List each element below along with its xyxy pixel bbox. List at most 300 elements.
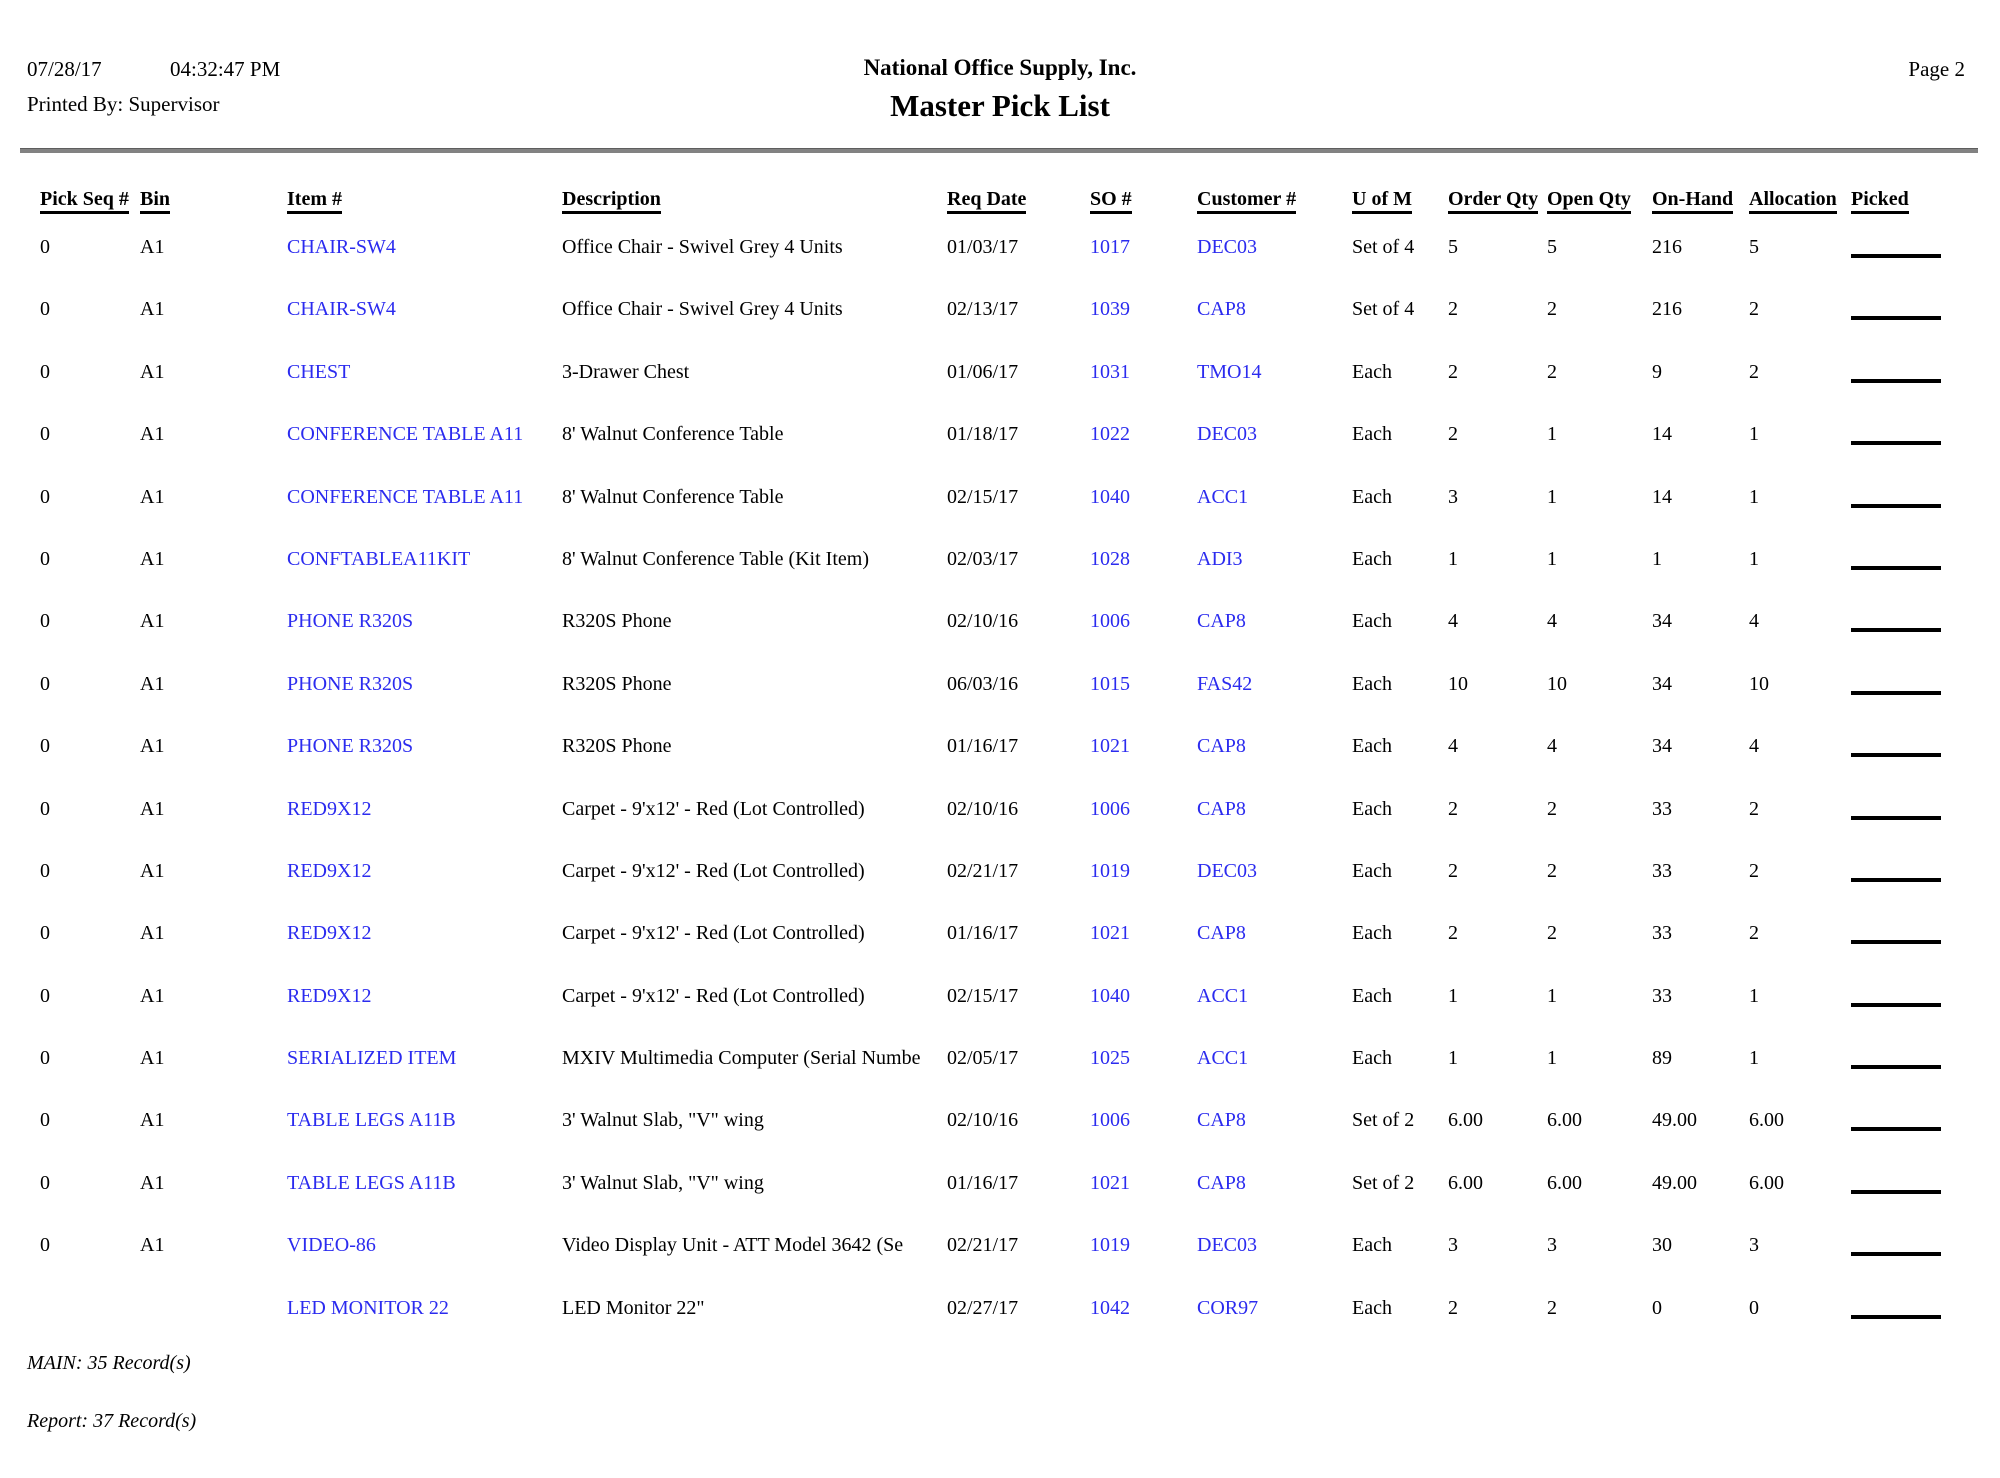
cell-open-qty: 2 bbox=[1547, 1296, 1557, 1319]
column-header-label: Item # bbox=[287, 188, 342, 214]
cell-uofm: Each bbox=[1352, 1047, 1392, 1070]
column-header-label: Req Date bbox=[947, 188, 1026, 214]
cell-bin: A1 bbox=[140, 236, 165, 258]
page-number: Page 2 bbox=[1908, 57, 1965, 81]
cell-uofm: Each bbox=[1352, 735, 1392, 758]
cell-uofm: Each bbox=[1352, 423, 1392, 446]
column-header-open-qty bbox=[1547, 186, 1652, 234]
cell-on-hand: 89 bbox=[1652, 1047, 1672, 1070]
cell-description: 3-Drawer Chest bbox=[562, 360, 690, 383]
cell-item[interactable]: RED9X12 bbox=[287, 859, 372, 882]
cell-on-hand: 33 bbox=[1652, 984, 1672, 1007]
cell-uofm: Each bbox=[1352, 1296, 1392, 1319]
picked-fill-in-line bbox=[1851, 546, 1941, 570]
cell-req-date: 01/06/17 bbox=[947, 360, 1019, 383]
picked-fill-in-line bbox=[1851, 983, 1941, 1007]
cell-order-qty: 5 bbox=[1448, 236, 1458, 258]
cell-on-hand: 14 bbox=[1652, 485, 1672, 508]
cell-req-date: 02/10/16 bbox=[947, 1109, 1019, 1132]
cell-so[interactable]: 1042 bbox=[1090, 1296, 1130, 1319]
column-header-req-date bbox=[947, 186, 1090, 234]
cell-req-date: 01/16/17 bbox=[947, 922, 1019, 945]
cell-pick-seq: 0 bbox=[40, 298, 50, 321]
cell-allocation: 3 bbox=[1749, 1234, 1759, 1257]
cell-pick-seq: 0 bbox=[40, 547, 50, 570]
cell-pick-seq: 0 bbox=[40, 236, 50, 258]
cell-so[interactable]: 1019 bbox=[1090, 1234, 1130, 1257]
cell-on-hand: 49.00 bbox=[1652, 1171, 1697, 1194]
cell-uofm: Set of 4 bbox=[1352, 236, 1415, 258]
cell-item[interactable]: SERIALIZED ITEM bbox=[287, 1047, 457, 1070]
cell-req-date: 02/13/17 bbox=[947, 298, 1019, 321]
cell-open-qty: 1 bbox=[1547, 984, 1557, 1007]
cell-order-qty: 1 bbox=[1448, 1047, 1458, 1070]
table-row bbox=[40, 1232, 1965, 1294]
cell-item[interactable]: PHONE R320S bbox=[287, 672, 414, 695]
picked-fill-in-line bbox=[1851, 296, 1941, 320]
cell-so[interactable]: 1031 bbox=[1090, 360, 1130, 383]
cell-on-hand: 1 bbox=[1652, 547, 1662, 570]
table-row bbox=[40, 796, 1965, 858]
cell-bin: A1 bbox=[140, 797, 165, 820]
cell-req-date: 01/18/17 bbox=[947, 423, 1019, 446]
picked-fill-in-line bbox=[1851, 421, 1941, 445]
cell-so[interactable]: 1021 bbox=[1090, 735, 1130, 758]
cell-item[interactable]: PHONE R320S bbox=[287, 610, 414, 633]
cell-so[interactable]: 1017 bbox=[1090, 236, 1130, 258]
cell-picked bbox=[1851, 1295, 1965, 1357]
cell-bin bbox=[140, 1295, 287, 1357]
cell-description: Carpet - 9'x12' - Red (Lot Controlled) bbox=[562, 984, 865, 1007]
cell-allocation: 2 bbox=[1749, 360, 1759, 383]
picked-fill-in-line bbox=[1851, 671, 1941, 695]
cell-uofm: Set of 2 bbox=[1352, 1109, 1415, 1132]
cell-open-qty: 1 bbox=[1547, 423, 1557, 446]
column-header-label: Order Qty bbox=[1448, 188, 1538, 214]
cell-req-date: 02/15/17 bbox=[947, 984, 1019, 1007]
cell-on-hand: 34 bbox=[1652, 735, 1672, 758]
cell-pick-seq: 0 bbox=[40, 1047, 50, 1070]
cell-on-hand: 216 bbox=[1652, 236, 1682, 258]
picked-fill-in-line bbox=[1851, 608, 1941, 632]
cell-allocation: 6.00 bbox=[1749, 1109, 1784, 1132]
cell-req-date: 02/03/17 bbox=[947, 547, 1019, 570]
table-row bbox=[40, 920, 1965, 982]
cell-bin: A1 bbox=[140, 610, 165, 633]
picked-fill-in-line bbox=[1851, 1045, 1941, 1069]
cell-pick-seq bbox=[40, 1295, 140, 1357]
cell-open-qty: 2 bbox=[1547, 360, 1557, 383]
cell-order-qty: 10 bbox=[1448, 672, 1468, 695]
cell-uofm: Each bbox=[1352, 797, 1392, 820]
cell-picked bbox=[1851, 1170, 1965, 1232]
cell-so[interactable]: 1021 bbox=[1090, 1171, 1130, 1194]
cell-description: Carpet - 9'x12' - Red (Lot Controlled) bbox=[562, 859, 865, 882]
cell-open-qty: 3 bbox=[1547, 1234, 1557, 1257]
cell-picked bbox=[1851, 608, 1965, 670]
cell-pick-seq: 0 bbox=[40, 797, 50, 820]
table-row bbox=[40, 858, 1965, 920]
cell-picked bbox=[1851, 920, 1965, 982]
cell-open-qty: 2 bbox=[1547, 859, 1557, 882]
cell-uofm: Each bbox=[1352, 1234, 1392, 1257]
main-record-count: MAIN: 35 Record(s) bbox=[27, 1352, 191, 1374]
cell-item[interactable]: PHONE R320S bbox=[287, 735, 414, 758]
table-row bbox=[40, 1170, 1965, 1232]
cell-req-date: 02/21/17 bbox=[947, 1234, 1019, 1257]
cell-customer[interactable]: COR97 bbox=[1197, 1296, 1259, 1319]
cell-bin: A1 bbox=[140, 1047, 165, 1070]
cell-pick-seq: 0 bbox=[40, 1234, 50, 1257]
cell-item[interactable]: CONFERENCE TABLE A11 bbox=[287, 485, 524, 508]
cell-bin: A1 bbox=[140, 922, 165, 945]
column-header-label: SO # bbox=[1090, 188, 1132, 214]
cell-description: Office Chair - Swivel Grey 4 Units bbox=[562, 236, 843, 258]
table-row bbox=[40, 546, 1965, 608]
cell-item[interactable]: TABLE LEGS A11B bbox=[287, 1171, 456, 1194]
cell-bin: A1 bbox=[140, 1109, 165, 1132]
picked-fill-in-line bbox=[1851, 1232, 1941, 1256]
cell-customer[interactable]: CAP8 bbox=[1197, 1109, 1246, 1132]
cell-allocation: 10 bbox=[1749, 672, 1769, 695]
cell-order-qty: 2 bbox=[1448, 298, 1458, 321]
cell-description: R320S Phone bbox=[562, 610, 672, 633]
cell-customer[interactable]: DEC03 bbox=[1197, 236, 1257, 258]
cell-so[interactable]: 1006 bbox=[1090, 610, 1130, 633]
cell-customer[interactable]: CAP8 bbox=[1197, 922, 1246, 945]
cell-description: Office Chair - Swivel Grey 4 Units bbox=[562, 298, 843, 321]
cell-pick-seq: 0 bbox=[40, 735, 50, 758]
cell-allocation: 1 bbox=[1749, 1047, 1759, 1070]
cell-customer[interactable]: DEC03 bbox=[1197, 1234, 1257, 1257]
cell-description: R320S Phone bbox=[562, 735, 672, 758]
cell-req-date: 02/10/16 bbox=[947, 610, 1019, 633]
cell-uofm: Each bbox=[1352, 610, 1392, 633]
cell-customer[interactable]: CAP8 bbox=[1197, 735, 1246, 758]
column-header-label: Picked bbox=[1851, 188, 1909, 214]
column-header-uofm bbox=[1352, 186, 1448, 234]
cell-description: 3' Walnut Slab, "V" wing bbox=[562, 1109, 764, 1132]
column-header-label: Open Qty bbox=[1547, 188, 1631, 214]
picked-fill-in-line bbox=[1851, 796, 1941, 820]
picked-fill-in-line bbox=[1851, 484, 1941, 508]
cell-order-qty: 3 bbox=[1448, 1234, 1458, 1257]
cell-open-qty: 1 bbox=[1547, 547, 1557, 570]
cell-pick-seq: 0 bbox=[40, 1171, 50, 1194]
column-header-label: Customer # bbox=[1197, 188, 1296, 214]
cell-picked bbox=[1851, 296, 1965, 358]
picked-fill-in-line bbox=[1851, 858, 1941, 882]
cell-on-hand: 33 bbox=[1652, 797, 1672, 820]
column-header-bin bbox=[140, 186, 287, 234]
pick-list-table bbox=[40, 186, 1965, 1357]
column-header-order-qty bbox=[1448, 186, 1547, 234]
cell-order-qty: 2 bbox=[1448, 423, 1458, 446]
cell-bin: A1 bbox=[140, 360, 165, 383]
cell-uofm: Each bbox=[1352, 672, 1392, 695]
cell-pick-seq: 0 bbox=[40, 423, 50, 446]
picked-fill-in-line bbox=[1851, 1107, 1941, 1131]
table-row bbox=[40, 296, 1965, 358]
column-header-label: Pick Seq # bbox=[40, 188, 129, 214]
cell-order-qty: 1 bbox=[1448, 984, 1458, 1007]
column-header-label: Description bbox=[562, 188, 661, 214]
picked-fill-in-line bbox=[1851, 1170, 1941, 1194]
table-row bbox=[40, 234, 1965, 296]
cell-bin: A1 bbox=[140, 984, 165, 1007]
cell-order-qty: 3 bbox=[1448, 485, 1458, 508]
cell-allocation: 6.00 bbox=[1749, 1171, 1784, 1194]
cell-bin: A1 bbox=[140, 859, 165, 882]
cell-order-qty: 4 bbox=[1448, 735, 1458, 758]
cell-on-hand: 9 bbox=[1652, 360, 1662, 383]
cell-bin: A1 bbox=[140, 298, 165, 321]
cell-picked bbox=[1851, 671, 1965, 733]
table-row bbox=[40, 484, 1965, 546]
cell-description: Video Display Unit - ATT Model 3642 (Se bbox=[562, 1234, 904, 1257]
cell-req-date: 02/05/17 bbox=[947, 1047, 1019, 1070]
cell-allocation: 1 bbox=[1749, 984, 1759, 1007]
cell-so[interactable]: 1015 bbox=[1090, 672, 1130, 695]
cell-allocation: 2 bbox=[1749, 859, 1759, 882]
cell-item[interactable]: RED9X12 bbox=[287, 984, 372, 1007]
cell-on-hand: 30 bbox=[1652, 1234, 1672, 1257]
cell-picked bbox=[1851, 421, 1965, 483]
cell-so[interactable]: 1028 bbox=[1090, 547, 1130, 570]
cell-pick-seq: 0 bbox=[40, 922, 50, 945]
cell-bin: A1 bbox=[140, 735, 165, 758]
cell-description: 8' Walnut Conference Table (Kit Item) bbox=[562, 547, 869, 570]
column-header-label: On-Hand bbox=[1652, 188, 1733, 214]
cell-req-date: 01/03/17 bbox=[947, 236, 1019, 258]
cell-open-qty: 2 bbox=[1547, 922, 1557, 945]
cell-uofm: Each bbox=[1352, 859, 1392, 882]
table-row bbox=[40, 1107, 1965, 1169]
table-header-row bbox=[40, 186, 1965, 234]
cell-description: MXIV Multimedia Computer (Serial Numbe bbox=[562, 1047, 921, 1070]
cell-item[interactable]: CONFERENCE TABLE A11 bbox=[287, 423, 524, 446]
cell-customer[interactable]: DEC03 bbox=[1197, 423, 1257, 446]
table-row bbox=[40, 671, 1965, 733]
cell-order-qty: 1 bbox=[1448, 547, 1458, 570]
cell-customer[interactable]: ADI3 bbox=[1197, 547, 1243, 570]
cell-on-hand: 34 bbox=[1652, 610, 1672, 633]
cell-order-qty: 6.00 bbox=[1448, 1109, 1483, 1132]
cell-on-hand: 33 bbox=[1652, 922, 1672, 945]
cell-uofm: Set of 2 bbox=[1352, 1171, 1415, 1194]
picked-fill-in-line bbox=[1851, 234, 1941, 258]
cell-so[interactable]: 1006 bbox=[1090, 797, 1130, 820]
cell-allocation: 4 bbox=[1749, 735, 1759, 758]
cell-picked bbox=[1851, 546, 1965, 608]
cell-picked bbox=[1851, 359, 1965, 421]
cell-order-qty: 4 bbox=[1448, 610, 1458, 633]
cell-pick-seq: 0 bbox=[40, 485, 50, 508]
cell-customer[interactable]: CAP8 bbox=[1197, 1171, 1246, 1194]
table-row bbox=[40, 1045, 1965, 1107]
cell-pick-seq: 0 bbox=[40, 984, 50, 1007]
cell-on-hand: 33 bbox=[1652, 859, 1672, 882]
cell-pick-seq: 0 bbox=[40, 672, 50, 695]
cell-req-date: 02/15/17 bbox=[947, 485, 1019, 508]
cell-item[interactable]: CONFTABLEA11KIT bbox=[287, 547, 471, 570]
printed-by: Printed By: Supervisor bbox=[27, 92, 220, 116]
table-row bbox=[40, 359, 1965, 421]
cell-uofm: Each bbox=[1352, 547, 1392, 570]
column-header-pick-seq bbox=[40, 186, 140, 234]
cell-bin: A1 bbox=[140, 423, 165, 446]
column-header-so bbox=[1090, 186, 1197, 234]
cell-uofm: Set of 4 bbox=[1352, 298, 1415, 321]
cell-on-hand: 49.00 bbox=[1652, 1109, 1697, 1132]
cell-allocation: 2 bbox=[1749, 922, 1759, 945]
cell-pick-seq: 0 bbox=[40, 859, 50, 882]
cell-bin: A1 bbox=[140, 485, 165, 508]
table-row bbox=[40, 1295, 1965, 1357]
cell-order-qty: 2 bbox=[1448, 922, 1458, 945]
cell-so[interactable]: 1040 bbox=[1090, 485, 1130, 508]
print-date: 07/28/17 bbox=[27, 57, 102, 81]
cell-so[interactable]: 1039 bbox=[1090, 298, 1130, 321]
cell-allocation: 2 bbox=[1749, 298, 1759, 321]
cell-item[interactable]: CHAIR-SW4 bbox=[287, 236, 396, 258]
cell-description: Carpet - 9'x12' - Red (Lot Controlled) bbox=[562, 797, 865, 820]
cell-description: 8' Walnut Conference Table bbox=[562, 485, 784, 508]
cell-req-date: 02/21/17 bbox=[947, 859, 1019, 882]
cell-allocation: 1 bbox=[1749, 485, 1759, 508]
table-row bbox=[40, 421, 1965, 483]
cell-picked bbox=[1851, 858, 1965, 920]
cell-open-qty: 1 bbox=[1547, 1047, 1557, 1070]
cell-description: LED Monitor 22" bbox=[562, 1296, 705, 1319]
cell-uofm: Each bbox=[1352, 485, 1392, 508]
cell-order-qty: 2 bbox=[1448, 859, 1458, 882]
cell-so[interactable]: 1022 bbox=[1090, 423, 1130, 446]
cell-picked bbox=[1851, 234, 1965, 296]
cell-on-hand: 34 bbox=[1652, 672, 1672, 695]
header-divider-rule bbox=[20, 148, 1978, 153]
cell-picked bbox=[1851, 1045, 1965, 1107]
cell-so[interactable]: 1006 bbox=[1090, 1109, 1130, 1132]
cell-so[interactable]: 1040 bbox=[1090, 984, 1130, 1007]
cell-pick-seq: 0 bbox=[40, 1109, 50, 1132]
cell-picked bbox=[1851, 796, 1965, 858]
cell-uofm: Each bbox=[1352, 922, 1392, 945]
column-header-allocation bbox=[1749, 186, 1851, 234]
cell-order-qty: 2 bbox=[1448, 1296, 1458, 1319]
column-header-picked bbox=[1851, 186, 1965, 234]
cell-item[interactable]: CHAIR-SW4 bbox=[287, 298, 396, 321]
cell-req-date: 06/03/16 bbox=[947, 672, 1019, 695]
table-row bbox=[40, 983, 1965, 1045]
cell-allocation: 1 bbox=[1749, 547, 1759, 570]
cell-item[interactable]: TABLE LEGS A11B bbox=[287, 1109, 456, 1132]
cell-customer[interactable]: DEC03 bbox=[1197, 859, 1257, 882]
cell-item[interactable]: VIDEO-86 bbox=[287, 1234, 376, 1257]
print-time: 04:32:47 PM bbox=[170, 57, 281, 81]
cell-open-qty: 10 bbox=[1547, 672, 1567, 695]
table-row bbox=[40, 733, 1965, 795]
cell-customer[interactable]: TMO14 bbox=[1197, 360, 1262, 383]
cell-allocation: 0 bbox=[1749, 1296, 1759, 1319]
cell-allocation: 4 bbox=[1749, 610, 1759, 633]
cell-pick-seq: 0 bbox=[40, 360, 50, 383]
cell-picked bbox=[1851, 983, 1965, 1045]
column-header-description bbox=[562, 186, 947, 234]
cell-customer[interactable]: ACC1 bbox=[1197, 485, 1249, 508]
cell-item[interactable]: LED MONITOR 22 bbox=[287, 1296, 449, 1319]
cell-customer[interactable]: CAP8 bbox=[1197, 797, 1246, 820]
table-row bbox=[40, 608, 1965, 670]
cell-uofm: Each bbox=[1352, 360, 1392, 383]
cell-req-date: 01/16/17 bbox=[947, 735, 1019, 758]
cell-so[interactable]: 1021 bbox=[1090, 922, 1130, 945]
cell-open-qty: 2 bbox=[1547, 797, 1557, 820]
cell-picked bbox=[1851, 484, 1965, 546]
cell-customer[interactable]: FAS42 bbox=[1197, 672, 1253, 695]
cell-open-qty: 2 bbox=[1547, 298, 1557, 321]
column-header-label: Bin bbox=[140, 188, 170, 214]
cell-item[interactable]: CHEST bbox=[287, 360, 351, 383]
cell-picked bbox=[1851, 1107, 1965, 1169]
picked-fill-in-line bbox=[1851, 920, 1941, 944]
cell-bin: A1 bbox=[140, 1171, 165, 1194]
cell-allocation: 5 bbox=[1749, 236, 1759, 258]
cell-open-qty: 5 bbox=[1547, 236, 1557, 258]
cell-customer[interactable]: ACC1 bbox=[1197, 1047, 1249, 1070]
cell-bin: A1 bbox=[140, 672, 165, 695]
cell-order-qty: 2 bbox=[1448, 797, 1458, 820]
cell-bin: A1 bbox=[140, 1234, 165, 1257]
column-header-on-hand bbox=[1652, 186, 1749, 234]
cell-order-qty: 2 bbox=[1448, 360, 1458, 383]
cell-open-qty: 4 bbox=[1547, 735, 1557, 758]
column-header-customer bbox=[1197, 186, 1352, 234]
cell-allocation: 2 bbox=[1749, 797, 1759, 820]
cell-req-date: 02/10/16 bbox=[947, 797, 1019, 820]
column-header-label: U of M bbox=[1352, 188, 1412, 214]
cell-on-hand: 216 bbox=[1652, 298, 1682, 321]
cell-customer[interactable]: CAP8 bbox=[1197, 610, 1246, 633]
report-title: Master Pick List bbox=[890, 88, 1110, 123]
cell-on-hand: 14 bbox=[1652, 423, 1672, 446]
cell-open-qty: 1 bbox=[1547, 485, 1557, 508]
picked-fill-in-line bbox=[1851, 1295, 1941, 1319]
cell-customer[interactable]: ACC1 bbox=[1197, 984, 1249, 1007]
cell-description: 8' Walnut Conference Table bbox=[562, 423, 784, 446]
cell-allocation: 1 bbox=[1749, 423, 1759, 446]
cell-description: Carpet - 9'x12' - Red (Lot Controlled) bbox=[562, 922, 865, 945]
cell-pick-seq: 0 bbox=[40, 610, 50, 633]
cell-so[interactable]: 1025 bbox=[1090, 1047, 1130, 1070]
cell-on-hand: 0 bbox=[1652, 1296, 1662, 1319]
cell-picked bbox=[1851, 733, 1965, 795]
cell-so[interactable]: 1019 bbox=[1090, 859, 1130, 882]
cell-picked bbox=[1851, 1232, 1965, 1294]
company-name: National Office Supply, Inc. bbox=[863, 55, 1137, 80]
cell-item[interactable]: RED9X12 bbox=[287, 797, 372, 820]
column-header-item bbox=[287, 186, 562, 234]
cell-req-date: 02/27/17 bbox=[947, 1296, 1019, 1319]
cell-bin: A1 bbox=[140, 547, 165, 570]
cell-req-date: 01/16/17 bbox=[947, 1171, 1019, 1194]
cell-uofm: Each bbox=[1352, 984, 1392, 1007]
cell-item[interactable]: RED9X12 bbox=[287, 922, 372, 945]
cell-customer[interactable]: CAP8 bbox=[1197, 298, 1246, 321]
cell-open-qty: 4 bbox=[1547, 610, 1557, 633]
cell-open-qty: 6.00 bbox=[1547, 1109, 1582, 1132]
cell-open-qty: 6.00 bbox=[1547, 1171, 1582, 1194]
